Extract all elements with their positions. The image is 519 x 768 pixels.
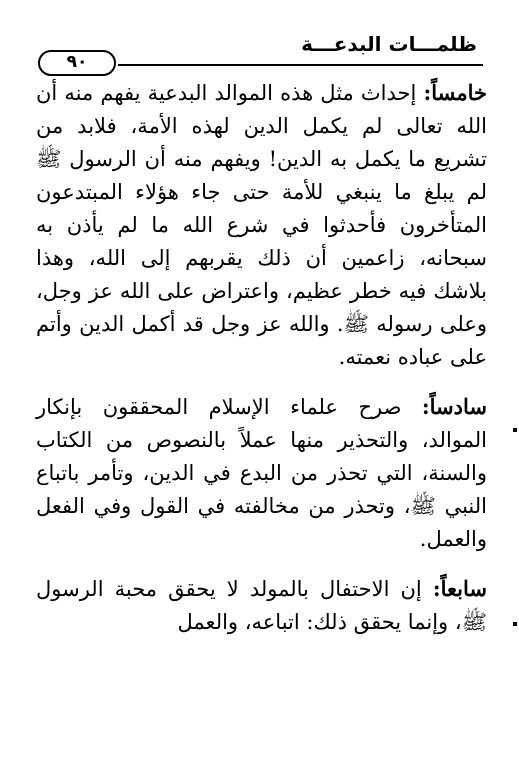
paragraph-sixth [36, 390, 487, 556]
paragraph-lead: خامساً: [423, 80, 487, 105]
paragraph-lead: سادساً: [421, 394, 487, 419]
paragraph-text: صرح علماء الإسلام المحققون بإنكار الموالد، والتحذير منها عملاً بالنصوص من الكتاب والسنة، التي تحذر من البدع في الدين، وتأمر باتباع النبي ﷺ، وتحذر من مخالفته في القول وفي الفعل والعمل. [36, 395, 487, 551]
page-number: ٩٠ [38, 50, 116, 76]
paragraph-text: إحداث مثل هذه الموالد البدعية يفهم منه أن الله تعالى لم يكمل الدين لهذه الأمة، فلابد من تشريع ما يكمل به الدين! ويفهم منه أن الرسول ﷺ لم يبلغ ما ينبغي للأمة حتى جاء هؤلاء المبتدعون المتأخرون فأحدثوا في شرع الله ما لم يأذن به سبحانه، زاعمين أن ذلك يقربهم إلى الله، وهذا بلاشك فيه خطر عظيم، واعتراض على الله عز وجل، وعلى رسوله ﷺ. والله عز وجل قد أكمل الدين وأتم على عباده نعمته. [36, 81, 487, 369]
page-header [38, 28, 483, 72]
header-rule [118, 64, 483, 66]
body-text [36, 76, 487, 639]
scan-mark [513, 428, 517, 432]
paragraph-seventh [36, 572, 487, 639]
paragraph-fifth [36, 76, 487, 374]
scan-mark [513, 622, 517, 626]
paragraph-lead: سابعاً: [432, 576, 487, 601]
paragraph-text: إن الاحتفال بالمولد لا يحقق محبة الرسول ﷺ، وإنما يحقق ذلك: اتباعه، والعمل [36, 577, 487, 634]
running-title: ظلمـــات البدعـــة [301, 32, 477, 56]
